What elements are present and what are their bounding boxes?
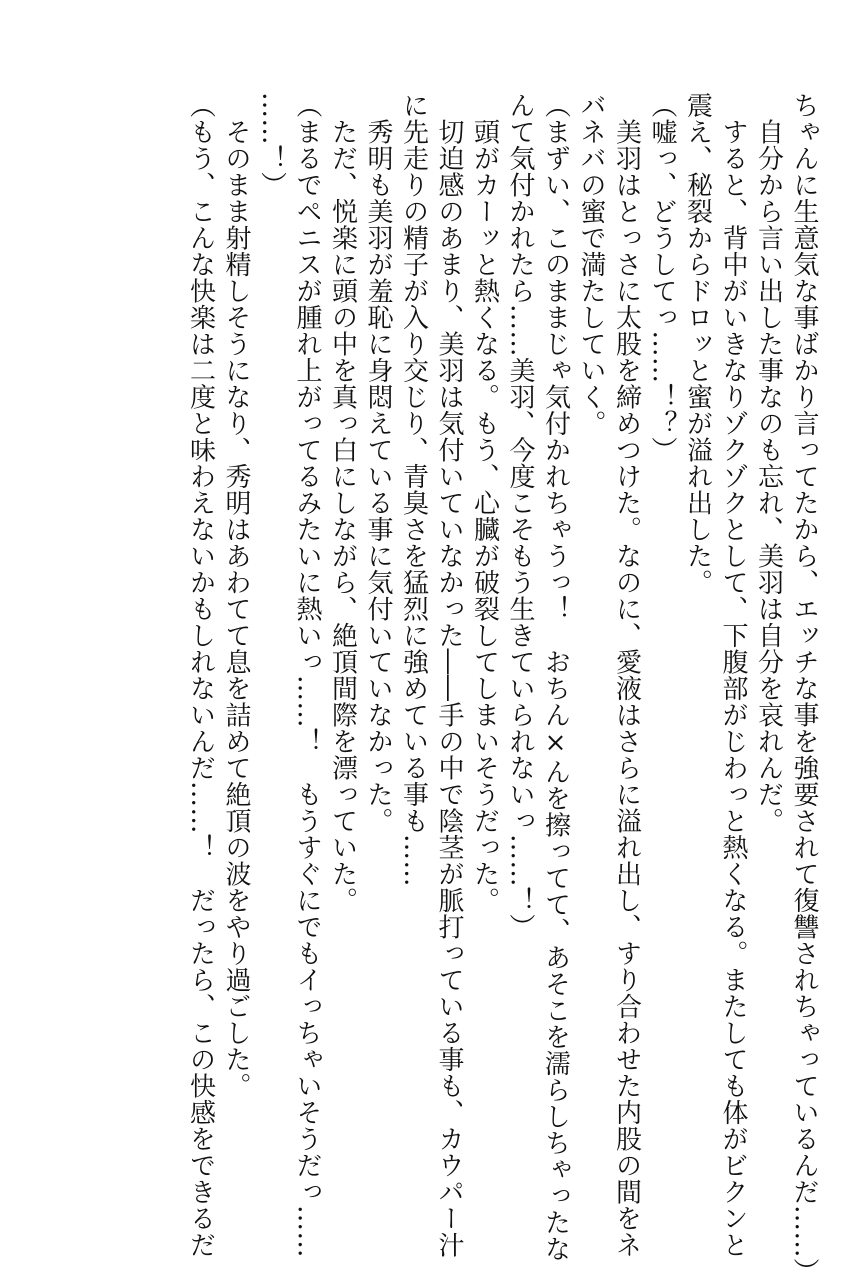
text-line: （まずい、このままじゃ気付かれちゃうっ！ おちん×んを擦ってて、あそこを濡らしちゃったな [540, 92, 571, 1262]
text-line: （嘘っ、どうしてっ……！？） [647, 92, 677, 463]
text-line: 秀明も美羽が羞恥に身悶えている事に気付いていなかった。 [363, 92, 393, 834]
text-line: んて気付かれたら……美羽、今度こそもう生きていられないっ……！） [505, 92, 535, 940]
text-line: ちゃんに生意気な事ばかり言ってたから、エッチな事を強要されて復讐されちゃっているんだ……） [789, 92, 819, 1285]
text-line: そのまま射精しそうになり、秀明はあわてて息を詰めて絶頂の波をやり過ごした。 [221, 92, 251, 1099]
text-line: ただ、悦楽に頭の中を真っ白にしながら、絶頂間際を漂っていた。 [327, 92, 358, 914]
text-line: すると、背中がいきなりゾクゾクとして、下腹部がじわっと熱くなる。またしても体がビクンと [718, 92, 748, 1258]
text-line: 切迫感のあまり、美羽は気付いていなかった――手の中で陰茎が脈打っている事も、カウパー汁 [434, 92, 464, 1258]
text-line: （まるでペニスが腫れ上がってるみたいに熱いっ……！ もうすぐにでもイっちゃいそうだっ…… [292, 92, 322, 1258]
text-line: 頭がカーッと熱くなる。もう、心臓が破裂してしまいそうだった。 [469, 92, 500, 914]
vertical-text-body [26, 92, 821, 1285]
text-line: 震え、秘裂からドロッと蜜が溢れ出した。 [682, 92, 713, 596]
text-line: に先走りの精子が入り交じり、青臭さを猛烈に強めている事も…… [398, 92, 429, 887]
text-line: ……！） [256, 92, 287, 198]
text-line: バネバの蜜で満たしていく。 [576, 92, 606, 437]
text-line: 美羽はとっさに太股を締めつけた。なのに、愛液はさらに溢れ出し、すり合わせた内股の間をネ [611, 92, 642, 1258]
text-line: 自分から言い出した事なのも忘れ、美羽は自分を哀れんだ。 [753, 92, 784, 834]
text-line: （もう、こんな快楽は二度と味わえないかもしれないんだ……！ だったら、この快感をできるだ [185, 92, 216, 1258]
